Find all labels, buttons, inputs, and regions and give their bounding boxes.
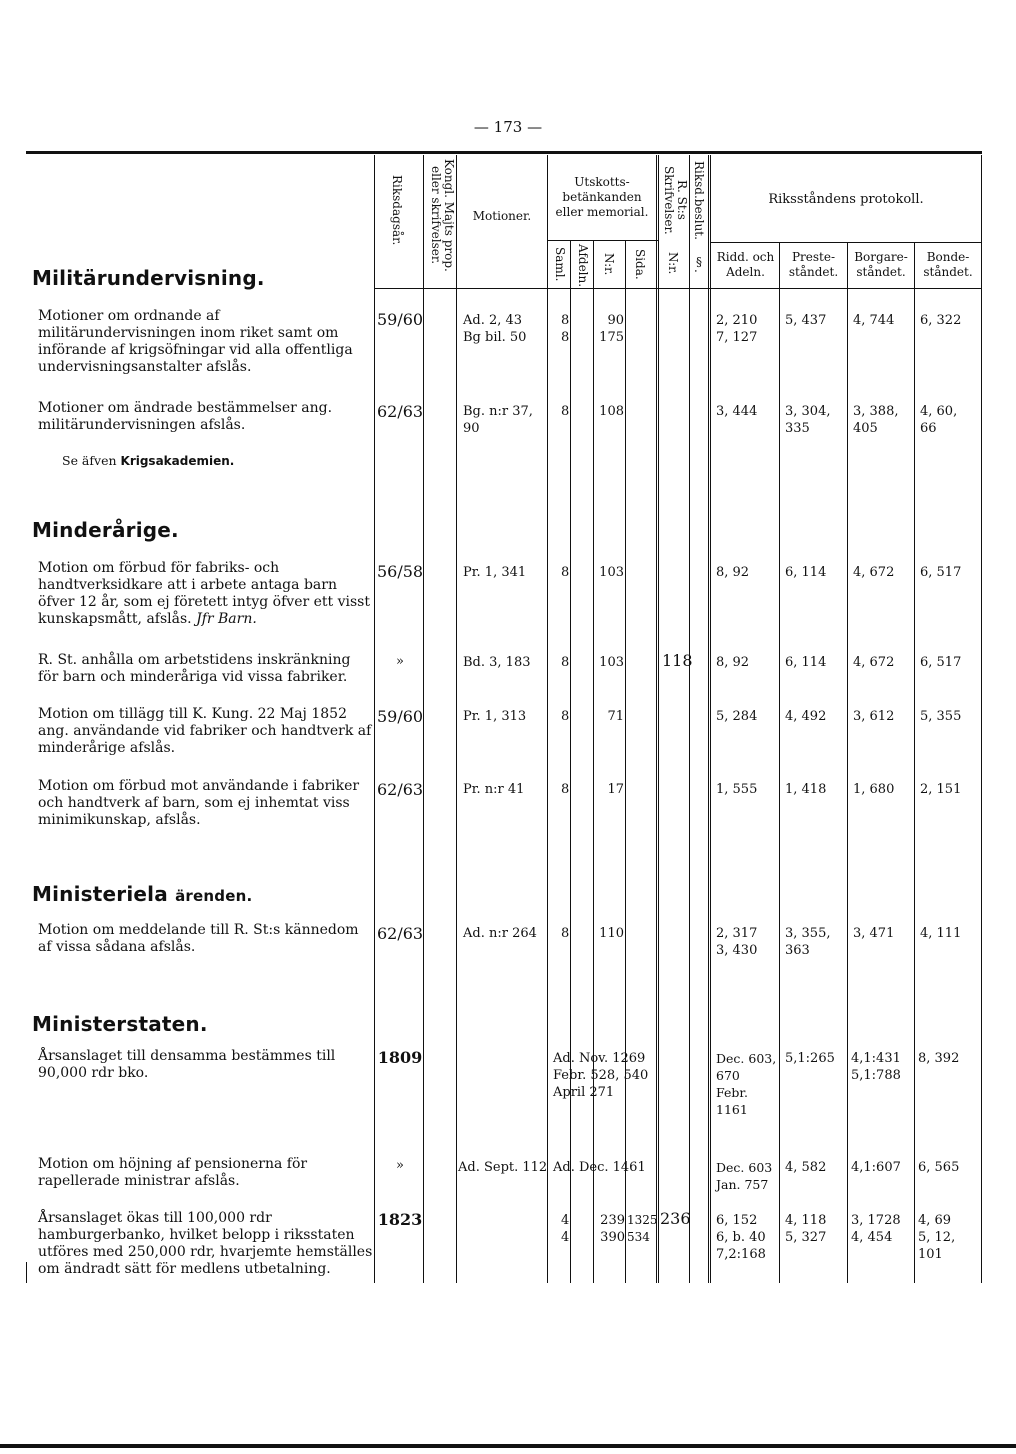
entry-desc [38,560,374,628]
header-borgare: Borgare-ståndet. [854,250,908,279]
section-title-ministerstaten: Ministerstaten. [32,1012,208,1036]
entry-preste: 1, 418 [785,782,827,797]
section-title-militar: Militärundervisning. [32,266,265,290]
entry-ridd: 6, 152 6, b. 40 7,2:168 [716,1213,766,1262]
entry-sida: 1325 534 [627,1213,658,1244]
entry-motioner: Pr. 1, 341 [463,565,527,580]
entry-saml: 8 [561,565,570,580]
entry-preste: 5, 437 [785,313,827,328]
entry-ridd: 5, 284 [716,709,758,724]
entry-preste: 6, 114 [785,565,827,580]
entry-preste: 3, 304, 335 [785,404,831,436]
entry-saml: 4 4 [561,1213,570,1245]
section-title-ministeriela [32,882,252,906]
entry-nr: 17 [607,782,624,797]
entry-ridd: 2, 317 3, 430 [716,926,758,958]
header-rst-nr: N:r. [666,251,680,275]
entry-borgare: 3, 612 [853,709,895,724]
see-also-prefix: Se äfven [62,453,117,468]
entry-ridd: 8, 92 [716,655,750,670]
entry-desc-ref[interactable]: Jfr Barn. [196,611,257,627]
entry-ridd: 8, 92 [716,565,750,580]
entry-desc: Årsanslaget ökas till 100,000 rdr hamburgerbanko, hvilket belopp i riksstaten utföres med 250,000 rdr, hvarjemte hemställes om ändradt sätt för medlens utbetalning. [38,1210,373,1277]
entry-borgare: 4, 744 [853,313,895,328]
entry-borgare: 1, 680 [853,782,895,797]
entry-borgare: 3, 1728 4, 454 [851,1213,901,1245]
entry-desc-text: Motion om förbud för fabriks- och handtverksidkare att i arbete antaga barn öfver 12 år, som ej företett intyg öfver ett visst kunskapsmått, afslås. [38,560,370,627]
entry-year: 1809 [377,1048,423,1067]
section-title-rest: ärenden. [175,887,253,905]
header-nr: N:r. [602,252,616,276]
entry-preste: 4, 118 5, 327 [785,1213,827,1245]
entry-ridd: Dec. 603 Jan. 757 [716,1160,773,1192]
entry-utskott: Ad. Nov. 1269 Febr. 528, 540 April 271 [553,1051,649,1100]
entry-desc: Motion om tillägg till K. Kung. 22 Maj 1852 ang. användande vid fabriker och handtverk af minderårige afslås. [38,706,372,756]
entry-year: 56/58 [377,562,424,581]
header-utskotts: Utskotts-betänkanden eller memorial. [555,175,649,219]
entry-bonde: 6, 322 [920,313,962,328]
entry-borgare: 4,1:431 5,1:788 [851,1051,901,1083]
entry-saml: 8 [561,404,570,419]
entry-bonde: 5, 355 [920,709,962,724]
entry-preste: 4, 492 [785,709,827,724]
entry-motioner: Bd. 3, 183 [463,655,531,670]
entry-preste: 5,1:265 [785,1051,835,1066]
entry-bonde: 6, 517 [920,655,962,670]
header-ridd: Ridd. och Adeln. [716,250,775,279]
entry-bonde: 4, 60, 66 [920,404,958,436]
entry-preste: 4, 582 [785,1160,827,1175]
header-kongl: Kongl. Majts prop. eller skrifvelser. [429,159,456,272]
entry-ridd: 2, 210 7, 127 [716,313,758,345]
header-riksdagsar: Riksdagsår. [390,174,404,246]
entry-preste: 6, 114 [785,655,827,670]
header-paragraf: §. [692,255,706,273]
entry-saml: 8 [561,709,570,724]
entry-year: 59/60 [377,707,424,726]
entry-utskott: Ad. Dec. 1461 [553,1160,646,1175]
entry-bonde: 4, 69 5, 12, 101 [918,1213,956,1262]
header-afdeln: Afdeln. [576,244,590,288]
entry-nr: 103 [599,565,624,580]
entry-nr: 71 [607,709,624,724]
header-sida: Sida. [633,248,647,280]
entry-borgare: 4, 672 [853,655,895,670]
header-saml: Saml. [553,246,567,282]
entry-year: 62/63 [377,924,424,943]
entry-year: » [396,654,404,669]
entry-year: 59/60 [377,310,424,329]
entry-desc: Motioner om ändrade bestämmelser ang. militärundervisningen afslås. [38,400,333,433]
entry-nr: 103 [599,655,624,670]
entry-saml: 8 8 [561,313,570,345]
entry-rst-nr: 118 [662,651,693,670]
entry-bonde: 6, 565 [918,1160,960,1175]
entry-preste: 3, 355, 363 [785,926,831,958]
entry-motioner: Bg. n:r 37, 90 [463,404,533,436]
section-title-bold: Ministeriela [32,882,168,906]
header-motioner: Motioner. [472,209,532,223]
entry-year: » [396,1158,404,1173]
entry-ridd: 3, 444 [716,404,758,419]
entry-motioner: Pr. n:r 41 [463,782,525,797]
entry-motioner: Pr. 1, 313 [463,709,527,724]
header-bonde: Bonde-ståndet. [923,250,973,279]
entry-nr: 108 [599,404,624,419]
see-also-link[interactable]: Krigsakademien. [120,454,235,468]
entry-borgare: 3, 388, 405 [853,404,899,436]
entry-desc: Motion om förbud mot användande i fabriker och handtverk af barn, som ej inhemtat viss minimikunskap, afslås. [38,778,360,828]
entry-desc: Motioner om ordnande af militärundervisningen inom riket samt om införande af krigsöfningar vid alla offentliga undervisningsanstalter afslås. [38,308,353,375]
entry-desc: Motion om höjning af pensionerna för rapellerade ministrar afslås. [38,1156,308,1189]
entry-nr: 90 175 [599,313,624,345]
entry-borgare: 3, 471 [853,926,895,941]
entry-bonde: 2, 151 [920,782,962,797]
header-riksd-beslut: Riksd.beslut. [692,160,706,240]
entry-motioner: Ad. n:r 264 [463,926,537,941]
entry-motioner: Ad. 2, 43 Bg bil. 50 [463,313,527,345]
entry-year: 1823 [377,1210,423,1229]
entry-motioner: Ad. Sept. 112 [458,1160,548,1175]
entry-ridd: 1, 555 [716,782,758,797]
entry-desc: R. St. anhålla om arbetstidens inskränkning för barn och minderåriga vid vissa fabriker. [38,652,351,685]
entry-bonde: 6, 517 [920,565,962,580]
entry-bonde: 4, 111 [920,926,962,941]
entry-year: 62/63 [377,780,424,799]
entry-rst-nr: 236 [660,1209,691,1228]
entry-nr: 110 [599,926,624,941]
entry-desc: Motion om meddelande till R. St:s kännedom af vissa sådana afslås. [38,922,359,955]
entry-saml: 8 [561,655,570,670]
header-protokoll: Riksståndens protokoll. [768,192,924,207]
entry-saml: 8 [561,926,570,941]
header-rst-skrifvelser: R. St:s Skrifvelser. [662,165,689,235]
entry-nr: 239 390 [600,1213,625,1245]
entry-year: 62/63 [377,402,424,421]
entry-borgare: 4, 672 [853,565,895,580]
section-title-minderarige: Minderårige. [32,518,179,542]
see-also [62,453,234,468]
entry-ridd: Dec. 603, 670 Febr. 1161 [716,1051,777,1117]
entry-bonde: 8, 392 [918,1051,960,1066]
entry-borgare: 4,1:607 [851,1160,901,1175]
page-number: — 173 — [473,118,543,136]
entry-desc: Årsanslaget till densamma bestämmes till 90,000 rdr bko. [38,1048,336,1081]
header-preste: Preste-ståndet. [788,250,839,279]
entry-saml: 8 [561,782,570,797]
